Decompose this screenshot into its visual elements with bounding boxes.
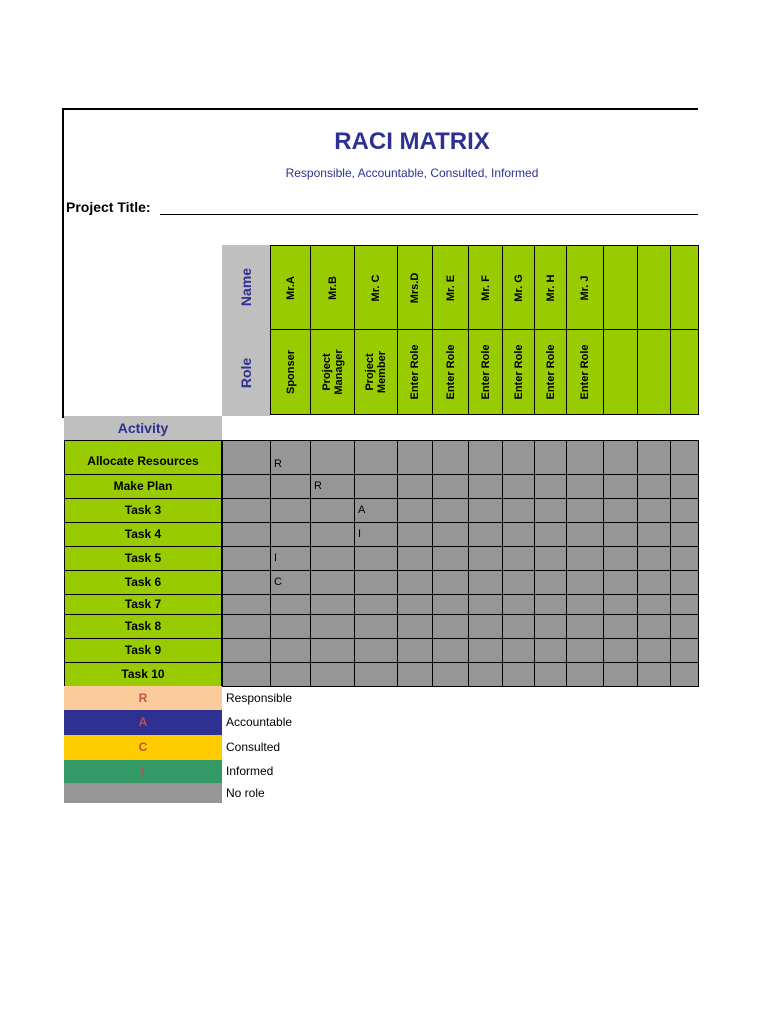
person-name-cell[interactable] (670, 245, 699, 330)
raci-cell[interactable] (397, 474, 433, 499)
person-role-cell[interactable] (502, 329, 535, 415)
raci-cell[interactable] (270, 594, 311, 615)
raci-cell[interactable] (222, 522, 271, 547)
raci-cell[interactable] (354, 440, 398, 475)
raci-cell[interactable] (310, 662, 355, 687)
person-name-cell[interactable] (566, 245, 604, 330)
legend-label: Consulted (226, 740, 281, 754)
raci-cell[interactable] (432, 498, 469, 523)
raci-cell[interactable] (603, 474, 638, 499)
raci-cell[interactable] (566, 594, 604, 615)
person-role-cell[interactable] (468, 329, 503, 415)
raci-cell[interactable] (432, 546, 469, 571)
person-name-cell[interactable] (637, 245, 671, 330)
legend-label: No role (226, 786, 265, 800)
raci-cell[interactable] (468, 570, 503, 595)
raci-cell[interactable] (310, 614, 355, 639)
name-label: Name (238, 267, 254, 307)
legend-label: Accountable (226, 715, 293, 729)
activity-row-label[interactable]: Task 10 (64, 662, 222, 687)
person-role: Enter Role (444, 344, 457, 400)
raci-cell[interactable] (468, 522, 503, 547)
raci-cell[interactable] (534, 498, 567, 523)
raci-cell[interactable] (502, 614, 535, 639)
raci-cell[interactable] (534, 440, 567, 475)
raci-cell[interactable] (603, 614, 638, 639)
raci-cell[interactable] (670, 474, 699, 499)
person-role-cell[interactable] (534, 329, 567, 415)
page-title: RACI MATRIX (334, 128, 490, 155)
raci-cell[interactable] (502, 546, 535, 571)
frame-top-border (62, 108, 698, 110)
raci-cell[interactable] (637, 440, 671, 475)
raci-cell[interactable] (566, 546, 604, 571)
person-name-cell[interactable] (354, 245, 398, 330)
raci-cell[interactable] (670, 546, 699, 571)
raci-cell[interactable] (310, 594, 355, 615)
person-role: Sponser (284, 349, 297, 395)
person-name-cell[interactable] (468, 245, 503, 330)
raci-cell[interactable] (432, 594, 469, 615)
activity-row-label[interactable]: Task 3 (64, 498, 222, 523)
raci-cell[interactable] (222, 546, 271, 571)
project-title-line[interactable] (160, 214, 698, 215)
raci-cell[interactable] (310, 498, 355, 523)
person-name-cell[interactable] (603, 245, 638, 330)
person-role: Project Manager (320, 349, 345, 395)
activity-row-label[interactable]: Task 5 (64, 546, 222, 571)
person-name: Mr. G (512, 273, 525, 302)
activity-row-label[interactable]: Task 9 (64, 638, 222, 663)
raci-cell[interactable] (566, 570, 604, 595)
raci-cell[interactable] (670, 614, 699, 639)
raci-cell[interactable] (637, 498, 671, 523)
project-title-label: Project Title: (66, 199, 151, 215)
role-label: Role (238, 357, 254, 388)
person-role-cell[interactable] (603, 329, 638, 415)
raci-cell[interactable] (222, 498, 271, 523)
raci-cell[interactable] (432, 570, 469, 595)
person-role-cell[interactable] (637, 329, 671, 415)
raci-cell[interactable] (670, 594, 699, 615)
legend-swatch-none (64, 783, 222, 803)
raci-cell[interactable] (222, 594, 271, 615)
raci-cell[interactable] (397, 498, 433, 523)
raci-cell[interactable] (397, 614, 433, 639)
raci-cell[interactable]: A (354, 498, 398, 523)
person-role-cell[interactable] (354, 329, 398, 415)
raci-cell[interactable] (397, 594, 433, 615)
legend-swatch-R: R (64, 686, 222, 710)
person-name-cell[interactable] (502, 245, 535, 330)
raci-cell[interactable] (502, 662, 535, 687)
raci-cell[interactable] (637, 474, 671, 499)
raci-cell[interactable] (534, 522, 567, 547)
raci-cell[interactable] (637, 614, 671, 639)
raci-cell[interactable] (222, 440, 271, 475)
person-role: Enter Role (512, 344, 525, 400)
raci-cell[interactable] (432, 638, 469, 663)
role-label-cell (222, 329, 270, 416)
legend-swatch-C: C (64, 735, 222, 760)
raci-cell[interactable] (354, 594, 398, 615)
raci-cell[interactable] (468, 638, 503, 663)
raci-cell[interactable] (603, 522, 638, 547)
legend-swatch-I: I (64, 760, 222, 783)
raci-cell[interactable] (468, 662, 503, 687)
raci-cell[interactable] (468, 498, 503, 523)
person-role-cell[interactable] (270, 329, 311, 415)
person-role: Enter Role (479, 344, 492, 400)
raci-cell[interactable] (354, 474, 398, 499)
name-label-cell (222, 245, 270, 329)
raci-cell[interactable] (222, 614, 271, 639)
raci-cell[interactable] (603, 546, 638, 571)
raci-cell[interactable] (502, 570, 535, 595)
raci-cell[interactable] (397, 546, 433, 571)
person-name-cell[interactable] (432, 245, 469, 330)
raci-cell[interactable] (354, 662, 398, 687)
person-role-cell[interactable] (670, 329, 699, 415)
raci-cell[interactable] (468, 546, 503, 571)
raci-cell[interactable]: I (354, 522, 398, 547)
raci-cell[interactable] (468, 440, 503, 475)
raci-cell[interactable] (670, 570, 699, 595)
raci-cell[interactable] (397, 440, 433, 475)
person-name: Mr.A (284, 275, 297, 300)
raci-cell[interactable] (566, 474, 604, 499)
raci-cell[interactable] (432, 522, 469, 547)
person-name-cell[interactable] (310, 245, 355, 330)
legend-swatch-A: A (64, 710, 222, 735)
raci-cell[interactable] (468, 474, 503, 499)
raci-cell[interactable] (270, 662, 311, 687)
raci-cell[interactable] (222, 662, 271, 687)
raci-cell[interactable] (534, 474, 567, 499)
page-subtitle: Responsible, Accountable, Consulted, Informed (285, 166, 539, 180)
person-name-cell[interactable] (534, 245, 567, 330)
person-name: Mr.B (326, 275, 339, 300)
raci-cell[interactable] (354, 614, 398, 639)
raci-cell[interactable] (603, 594, 638, 615)
raci-cell[interactable] (432, 440, 469, 475)
activity-row-label[interactable]: Task 6 (64, 570, 222, 595)
raci-cell[interactable] (502, 638, 535, 663)
raci-cell[interactable] (603, 638, 638, 663)
activity-row-label[interactable]: Allocate Resources (64, 440, 222, 475)
raci-cell[interactable] (432, 614, 469, 639)
raci-cell[interactable] (270, 614, 311, 639)
person-role-cell[interactable] (310, 329, 355, 415)
raci-cell[interactable] (397, 638, 433, 663)
raci-cell[interactable]: C (270, 570, 311, 595)
raci-cell[interactable] (432, 662, 469, 687)
raci-cell[interactable] (637, 570, 671, 595)
raci-cell[interactable] (637, 638, 671, 663)
person-role: Enter Role (579, 344, 591, 400)
raci-cell[interactable] (310, 522, 355, 547)
raci-cell[interactable] (670, 662, 699, 687)
raci-cell[interactable] (222, 570, 271, 595)
raci-cell[interactable] (222, 638, 271, 663)
raci-cell[interactable] (534, 638, 567, 663)
raci-cell[interactable] (354, 570, 398, 595)
raci-cell[interactable] (566, 662, 604, 687)
raci-cell[interactable] (603, 662, 638, 687)
person-name: Mr. H (544, 274, 557, 301)
person-name: Mrs.D (409, 272, 421, 303)
person-role-cell[interactable] (397, 329, 433, 415)
raci-cell[interactable] (637, 594, 671, 615)
raci-cell[interactable] (502, 522, 535, 547)
person-name-cell[interactable] (397, 245, 433, 330)
raci-cell[interactable] (566, 638, 604, 663)
raci-cell[interactable] (670, 498, 699, 523)
raci-cell[interactable] (534, 614, 567, 639)
activity-header: Activity (64, 416, 222, 440)
raci-cell[interactable] (310, 638, 355, 663)
person-role-cell[interactable] (432, 329, 469, 415)
raci-cell[interactable] (310, 546, 355, 571)
raci-cell[interactable] (670, 522, 699, 547)
raci-cell[interactable] (502, 474, 535, 499)
raci-cell[interactable] (566, 522, 604, 547)
raci-cell[interactable] (637, 522, 671, 547)
raci-cell[interactable] (534, 662, 567, 687)
raci-cell[interactable] (603, 570, 638, 595)
person-name: Mr. E (444, 274, 457, 301)
raci-cell[interactable] (534, 546, 567, 571)
raci-cell[interactable] (354, 546, 398, 571)
raci-cell[interactable]: R (270, 440, 311, 475)
raci-cell[interactable] (637, 546, 671, 571)
raci-cell[interactable] (566, 614, 604, 639)
raci-cell[interactable] (397, 522, 433, 547)
raci-cell[interactable] (397, 570, 433, 595)
raci-cell[interactable] (603, 498, 638, 523)
person-name-cell[interactable] (270, 245, 311, 330)
activity-row-label[interactable]: Make Plan (64, 474, 222, 499)
raci-cell[interactable] (468, 594, 503, 615)
legend-label: Responsible (226, 691, 293, 705)
raci-cell[interactable] (502, 594, 535, 615)
raci-cell[interactable]: I (270, 546, 311, 571)
raci-cell[interactable] (534, 594, 567, 615)
person-name: Mr. C (370, 274, 382, 301)
person-role-cell[interactable] (566, 329, 604, 415)
activity-row-label[interactable]: Task 7 (64, 594, 222, 615)
raci-cell[interactable] (468, 614, 503, 639)
raci-cell[interactable] (566, 440, 604, 475)
raci-cell[interactable] (310, 570, 355, 595)
raci-cell[interactable] (270, 498, 311, 523)
legend-label: Informed (226, 764, 274, 778)
person-role: Enter Role (409, 344, 421, 400)
raci-cell[interactable] (270, 474, 311, 499)
raci-cell[interactable] (566, 498, 604, 523)
activity-row-label[interactable]: Task 8 (64, 614, 222, 639)
raci-cell[interactable] (270, 522, 311, 547)
person-name: Mr. F (479, 274, 492, 301)
raci-cell[interactable] (603, 440, 638, 475)
raci-cell[interactable] (502, 440, 535, 475)
person-role: Project Member (364, 350, 388, 394)
person-role: Enter Role (544, 344, 557, 400)
activity-row-label[interactable]: Task 4 (64, 522, 222, 547)
raci-cell[interactable] (432, 474, 469, 499)
raci-cell[interactable] (270, 638, 311, 663)
raci-cell[interactable] (637, 662, 671, 687)
raci-cell[interactable] (397, 662, 433, 687)
raci-cell[interactable]: R (310, 474, 355, 499)
raci-cell[interactable] (310, 440, 355, 475)
raci-cell[interactable] (222, 474, 271, 499)
person-name: Mr. J (579, 274, 591, 301)
raci-cell[interactable] (354, 638, 398, 663)
raci-cell[interactable] (670, 440, 699, 475)
raci-cell[interactable] (502, 498, 535, 523)
raci-cell[interactable] (670, 638, 699, 663)
raci-cell[interactable] (534, 570, 567, 595)
